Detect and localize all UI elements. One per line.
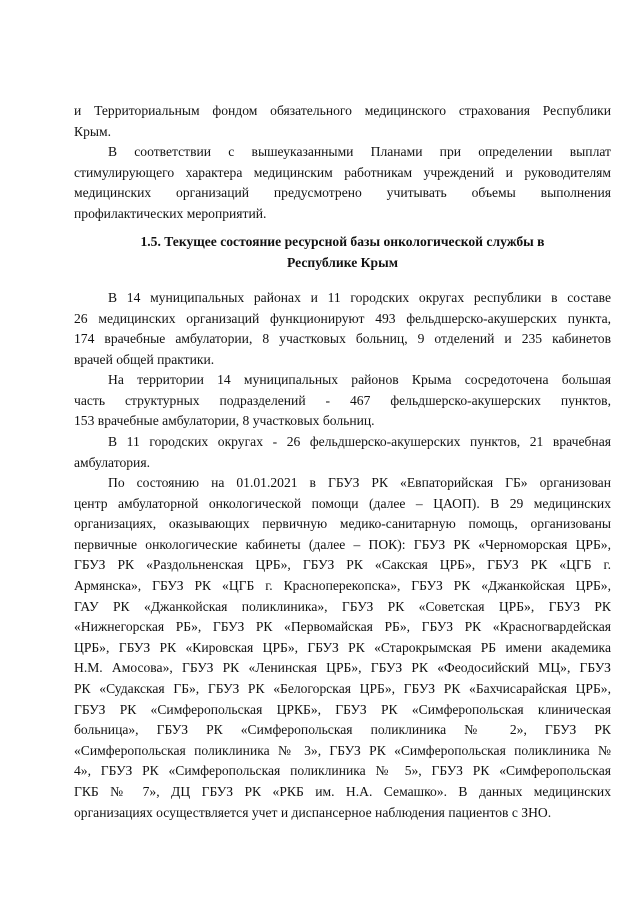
text-line: 26 медицинских организаций функционируют 493 фельдшерско-акушерских пункта, bbox=[74, 310, 611, 326]
section-heading-line: 1.5. Текущее состояние ресурсной базы онкологической службы в bbox=[140, 234, 545, 249]
text-line: ГКБ № 7», ДЦ ГБУЗ РК «РКБ им. Н.А. Семашко». В данных медицинских bbox=[74, 783, 611, 799]
text-line: ГАУ РК «Джанкойская поликлиника», ГБУЗ РК «Советская ЦРБ», ГБУЗ РК bbox=[74, 598, 611, 614]
text-line: врачей общей практики. bbox=[74, 351, 215, 367]
text-line: медицинских организаций предусмотрено учитывать объемы выполнения bbox=[74, 185, 611, 201]
text-line: В 11 городских округах - 26 фельдшерско-акушерских пунктов, 21 врачебная bbox=[108, 434, 611, 449]
text-line: ЦРБ», ГБУЗ РК «Кировская ЦРБ», ГБУЗ РК «Старокрымская РБ имени академика bbox=[74, 639, 611, 655]
text-line: ГБУЗ РК «Раздольненская ЦРБ», ГБУЗ РК «Сакская ЦРБ», ГБУЗ РК «ЦГБ г. bbox=[74, 557, 611, 573]
text-line: По состоянию на 01.01.2021 в ГБУЗ РК «Евпаторийская ГБ» организован bbox=[108, 475, 611, 490]
text-line: В 14 муниципальных районах и 11 городских округах республики в составе bbox=[108, 290, 611, 305]
text-line: Крым. bbox=[74, 123, 111, 139]
text-line: часть структурных подразделений - 467 фельдшерско-акушерских пунктов, bbox=[74, 392, 611, 408]
section-heading-line: Республике Крым bbox=[287, 254, 398, 270]
text-line: «Нижнегорская РБ», ГБУЗ РК «Первомайская РБ», ГБУЗ РК «Красногвардейская bbox=[74, 619, 611, 635]
text-line: В соответствии с вышеуказанными Планами при определении выплат bbox=[108, 144, 611, 159]
caop-paragraph bbox=[74, 473, 611, 823]
text-line: амбулатория. bbox=[74, 454, 150, 470]
urban-paragraph bbox=[74, 432, 611, 473]
text-line: стимулирующего характера медицинским работникам учреждений и руководителям bbox=[74, 164, 611, 180]
text-line: ГБУЗ РК «Симферопольская ЦРКБ», ГБУЗ РК «Симферопольская клиническая bbox=[74, 701, 611, 717]
text-line: Армянска», ГБУЗ РК «ЦГБ г. Красноперекопска», ГБУЗ РК «Джанкойская ЦРБ», bbox=[74, 577, 611, 593]
section-heading bbox=[74, 232, 611, 273]
text-line: первичные онкологические кабинеты (далее – ПОК): ГБУЗ РК «Черноморская ЦРБ», bbox=[74, 536, 611, 552]
districts-paragraph bbox=[74, 370, 611, 432]
text-line: «Симферопольская поликлиника № 3», ГБУЗ РК «Симферопольская поликлиника № bbox=[74, 742, 611, 758]
text-line: Н.М. Амосова», ГБУЗ РК «Ленинская ЦРБ», ГБУЗ РК «Феодосийский МЦ», ГБУЗ bbox=[74, 660, 611, 676]
text-line: центр амбулаторной онкологической помощи (далее – ЦАОП). В 29 медицинских bbox=[74, 495, 611, 511]
text-line: РК «Судакская ГБ», ГБУЗ РК «Белогорская ЦРБ», ГБУЗ РК «Бахчисарайская ЦРБ», bbox=[74, 680, 611, 696]
text-line: 174 врачебные амбулатории, 8 участковых больниц, 9 отделений и 235 кабинетов bbox=[74, 331, 611, 347]
municipal-paragraph bbox=[74, 288, 611, 370]
text-line: и Территориальным фондом обязательного медицинского страхования Республики bbox=[74, 103, 611, 118]
text-line: больница», ГБУЗ РК «Симферопольская поликлиника № 2», ГБУЗ РК bbox=[74, 722, 611, 738]
plans-paragraph bbox=[74, 142, 611, 224]
text-line: На территории 14 муниципальных районов Крыма сосредоточена большая bbox=[108, 372, 611, 387]
text-line: организациях, оказывающих первичную медико-санитарную помощь, организованы bbox=[74, 516, 611, 532]
text-line: организациях осуществляется учет и диспансерное наблюдения пациентов с ЗНО. bbox=[74, 804, 552, 820]
text-line: 153 врачебные амбулатории, 8 участковых больниц. bbox=[74, 413, 375, 429]
intro-paragraph bbox=[74, 101, 611, 142]
text-line: 4», ГБУЗ РК «Симферопольская поликлиника № 5», ГБУЗ РК «Симферопольская bbox=[74, 763, 611, 779]
text-line: профилактических мероприятий. bbox=[74, 205, 267, 221]
